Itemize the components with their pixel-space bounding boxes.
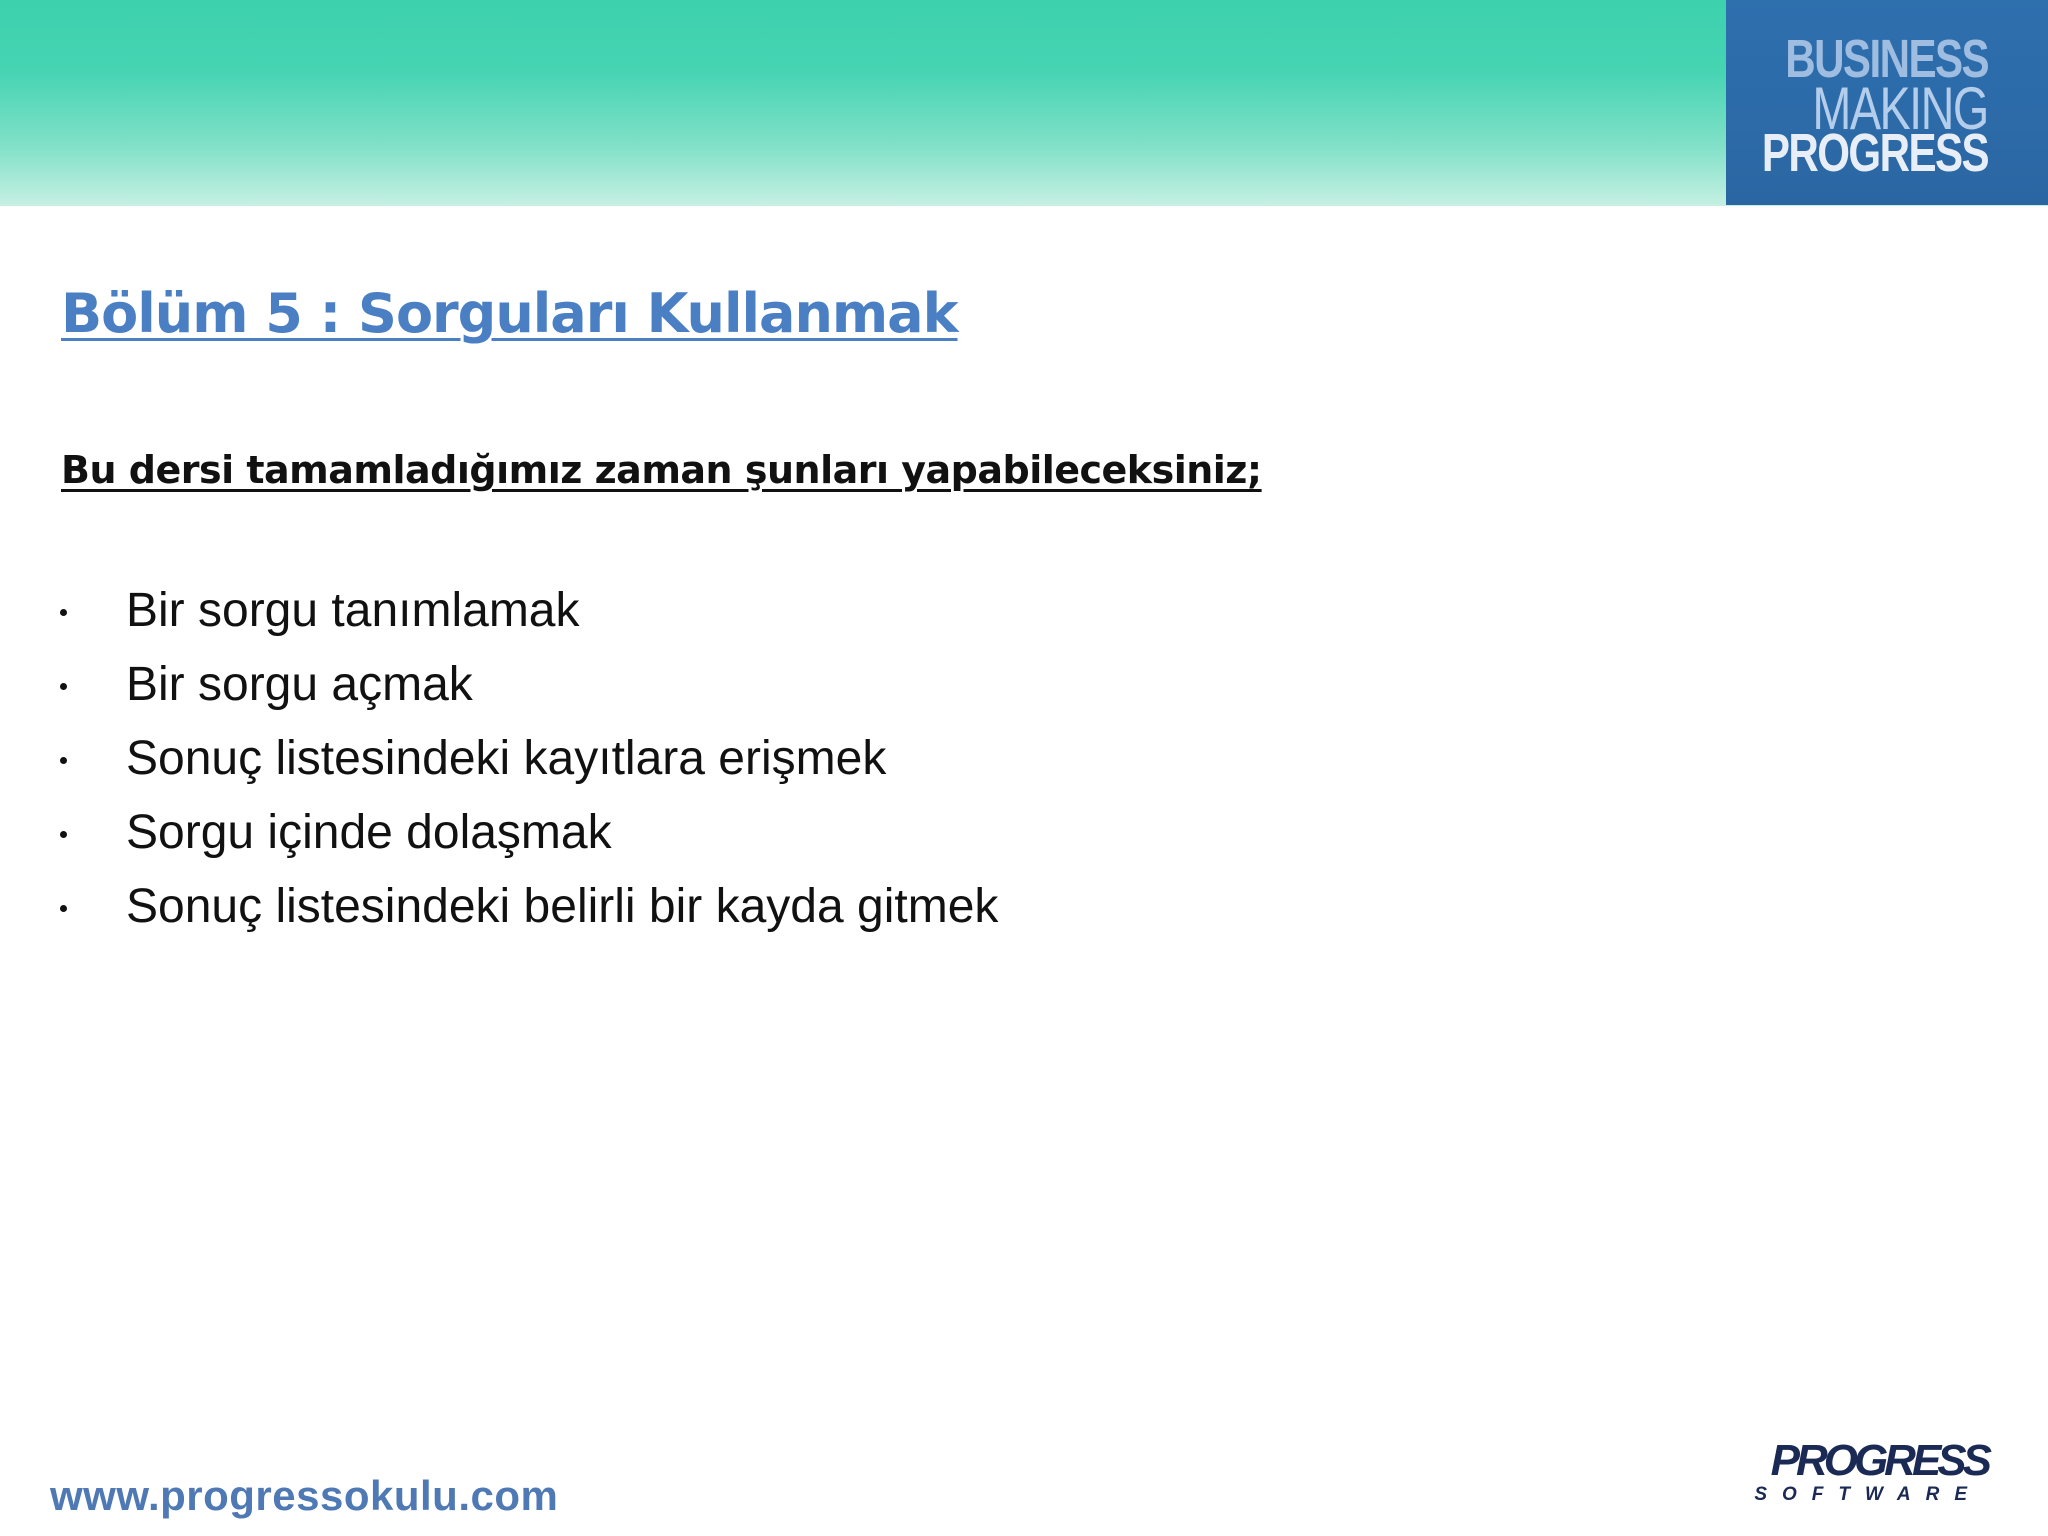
bullet-text: Sonuç listesindeki kayıtlara erişmek (126, 732, 887, 785)
bullet-dot-icon (60, 609, 67, 616)
logo-subword: SOFTWARE (1754, 1484, 1982, 1505)
bullet-text: Sorgu içinde dolaşmak (126, 806, 612, 859)
bullet-dot-icon (60, 683, 67, 690)
progress-software-logo (1748, 1436, 1988, 1506)
bullet-dot-icon (60, 905, 67, 912)
bullet-text: Bir sorgu tanımlamak (126, 584, 580, 637)
bullet-item (56, 578, 998, 652)
logo-word: PROGRESS (1770, 1436, 1988, 1485)
bullet-item (56, 800, 998, 874)
slide-title: Bölüm 5 : Sorguları Kullanmak (61, 282, 958, 345)
brand-line-progress: PROGRESS (1761, 123, 1988, 183)
bullet-item (56, 726, 998, 800)
bullet-dot-icon (60, 831, 67, 838)
brand-logo-block (1726, 0, 2048, 205)
bullet-item (56, 874, 998, 948)
footer-website-url: www.progressokulu.com (50, 1472, 559, 1519)
bullet-text: Bir sorgu açmak (126, 658, 473, 711)
bullet-list (56, 578, 998, 948)
bullet-text: Sonuç listesindeki belirli bir kayda gitmek (126, 880, 999, 933)
slide-subtitle: Bu dersi tamamladığımız zaman şunları yapabileceksiniz; (61, 448, 1262, 492)
brand-line-making: MAKING (1812, 75, 1988, 142)
bullet-dot-icon (60, 757, 67, 764)
bullet-item (56, 652, 998, 726)
brand-line-business: BUSINESS (1785, 29, 1988, 89)
